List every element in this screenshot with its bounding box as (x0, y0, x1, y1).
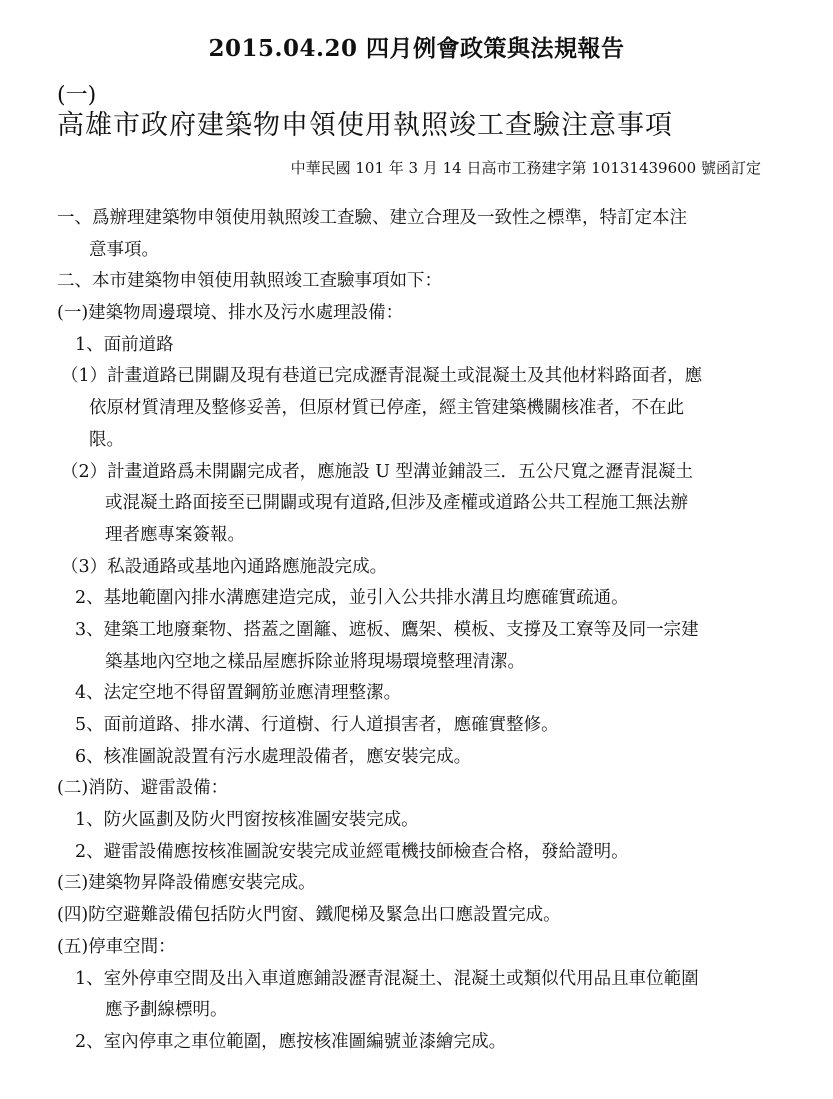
item-line: 意事項。 (89, 239, 159, 260)
item-line: 1、防火區劃及防火門窗按核准圖安裝完成。 (75, 810, 419, 831)
item-line: 2、基地範圍內排水溝應建造完成，並引入公共排水溝且均應確實疏通。 (75, 588, 629, 609)
item-line: 依原材質清理及整修妥善，但原材質已停產，經主管建築機關核准者，不在此 (89, 398, 684, 419)
item-line: 3、建築工地廢棄物、搭蓋之圍籬、遮板、鷹架、模板、支撐及工寮等及同一宗建 (75, 619, 699, 640)
item-line: 2、室內停車之車位範圍，應按核准圖編號並漆繪完成。 (75, 1031, 507, 1052)
item-line: 築基地內空地之樣品屋應拆除並將現場環境整理清潔。 (105, 651, 525, 672)
item-line: 2、避雷設備應按核准圖說安裝完成並經電機技師檢查合格，發給證明。 (75, 841, 629, 862)
item-line: 限。 (89, 429, 124, 450)
item-line: （3）私設通路或基地內通路應施設完成。 (61, 556, 388, 577)
document-body (57, 203, 769, 1059)
item-line: 或混凝土路面接至已開闢或現有道路,但涉及產權或道路公共工程施工無法辦 (105, 493, 689, 514)
item-line: 應予劃線標明。 (105, 1000, 228, 1021)
document-title: 2015.04.20 四月例會政策與法規報告 (208, 35, 625, 62)
item-line: 二、本市建築物申領使用執照竣工查驗事項如下： (57, 271, 442, 292)
item-line: (二)消防、避雷設備： (57, 778, 229, 799)
item-line: （1）計畫道路已開闢及現有巷道已完成瀝青混凝土或混凝土及其他材料路面者，應 (61, 366, 703, 387)
item-line: 1、面前道路 (75, 334, 174, 355)
section-heading: 高雄市政府建築物申領使用執照竣工查驗注意事項 (57, 110, 673, 141)
item-line: (一)建築物周邊環境、排水及污水處理設備： (57, 303, 404, 324)
item-line: 一、爲辦理建築物申領使用執照竣工查驗、建立合理及一致性之標準，特訂定本注 (57, 208, 687, 228)
item-line: 5、面前道路、排水溝、行道樹、行人道損害者，應確實整修。 (75, 715, 559, 735)
item-line: 理者應專案簽報。 (105, 524, 245, 545)
item-line: (四)防空避難設備包括防火門窗、鐵爬梯及緊急出口應設置完成。 (57, 905, 561, 926)
item-line: (五)停車空間： (57, 936, 176, 957)
item-line: （2）計畫道路爲未開闢完成者，應施設 U 型溝並鋪設三．五公尺寬之瀝青混凝土 (61, 461, 694, 482)
item-line: 1、室外停車空間及出入車道應鋪設瀝青混凝土、混凝土或類似代用品且車位範圍 (75, 968, 699, 989)
issuance-note: 中華民國 101 年 3 月 14 日高市工務建字第 10131439600 號函訂定 (290, 159, 761, 177)
item-line: 6、核准圖說設置有污水處理設備者，應安裝完成。 (75, 746, 472, 767)
section-marker: (一) (57, 83, 97, 108)
item-line: (三)建築物昇降設備應安裝完成。 (57, 873, 316, 894)
item-line: 4、法定空地不得留置鋼筋並應清理整潔。 (75, 683, 402, 704)
